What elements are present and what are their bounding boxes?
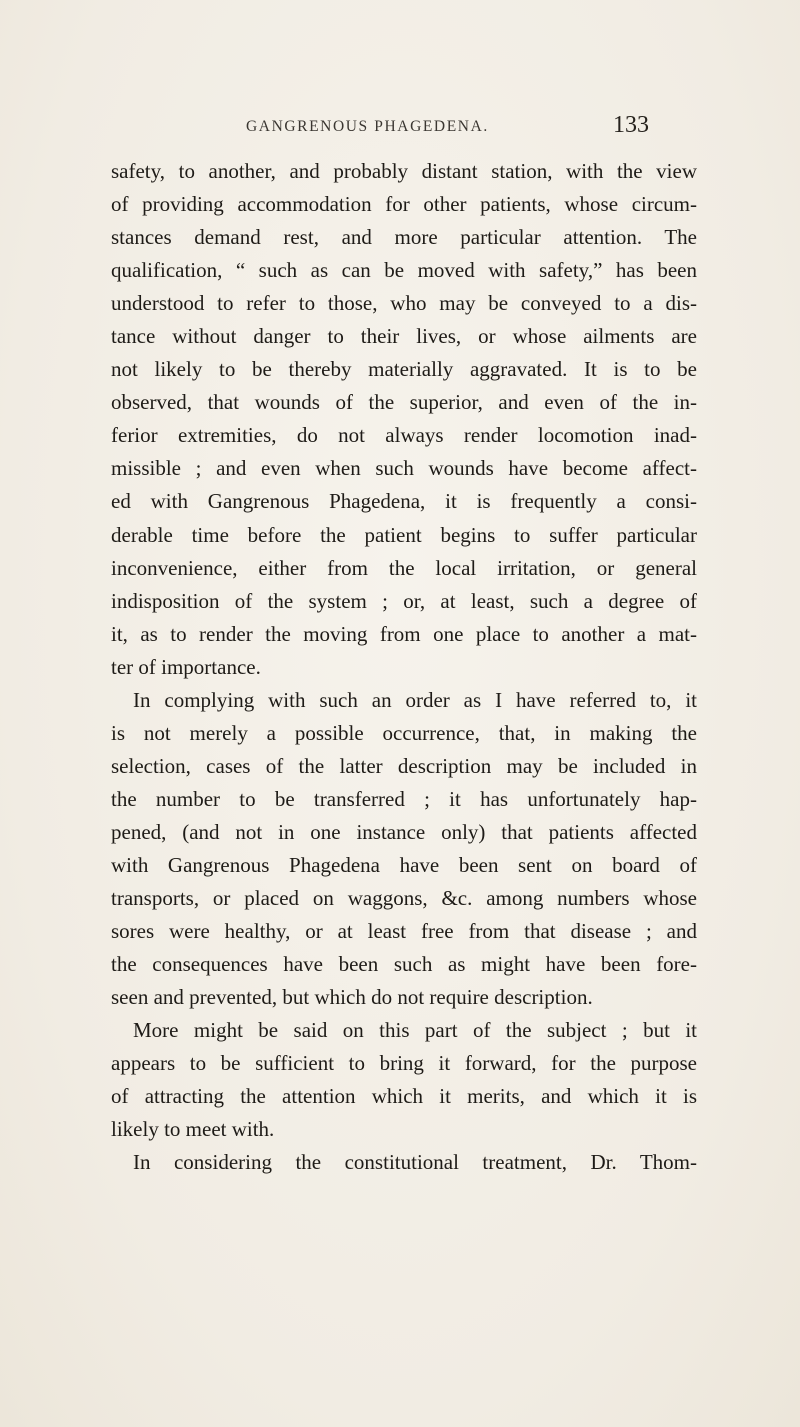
text-line: of providing accommodation for other patients, whose circum- — [111, 192, 697, 217]
running-head — [0, 112, 800, 142]
text-line: understood to refer to those, who may be conveyed to a dis- — [111, 291, 697, 316]
text-line: with Gangrenous Phagedena have been sent on board of — [111, 852, 697, 877]
text-line: inconvenience, either from the local irritation, or general — [111, 555, 697, 580]
text-line: of attracting the attention which it merits, and which it is — [111, 1084, 697, 1109]
text-line: missible ; and even when such wounds have become affect- — [111, 456, 697, 481]
page-number: 133 — [613, 112, 649, 138]
text-line: not likely to be thereby materially aggravated. It is to be — [111, 357, 697, 382]
text-line: qualification, “ such as can be moved with safety,” has been — [111, 258, 697, 283]
text-line: the consequences have been such as might have been fore- — [111, 952, 697, 977]
text-line: pened, (and not in one instance only) that patients affected — [111, 819, 697, 844]
text-line: likely to meet with. — [111, 1117, 275, 1142]
text-line: appears to be sufficient to bring it forward, for the purpose — [111, 1051, 697, 1076]
text-line: derable time before the patient begins to suffer particular — [111, 522, 697, 547]
text-line: it, as to render the moving from one place to another a mat- — [111, 621, 697, 646]
text-line: tance without danger to their lives, or whose ailments are — [111, 324, 697, 349]
text-line: In complying with such an order as I have referred to, it — [133, 687, 697, 712]
text-line: sores were healthy, or at least free from that disease ; and — [111, 919, 697, 944]
text-line: the number to be transferred ; it has unfortunately hap- — [111, 786, 697, 811]
text-line: is not merely a possible occurrence, that, in making the — [111, 720, 697, 745]
text-line: selection, cases of the latter description may be included in — [111, 753, 697, 778]
running-title: GANGRENOUS PHAGEDENA. — [246, 118, 489, 135]
text-line: ed with Gangrenous Phagedena, it is frequently a consi- — [111, 489, 697, 514]
text-line: stances demand rest, and more particular attention. The — [111, 225, 697, 250]
text-line: safety, to another, and probably distant station, with the view — [111, 159, 697, 183]
text-line: seen and prevented, but which do not require description. — [111, 985, 593, 1010]
text-line: ter of importance. — [111, 654, 261, 679]
text-line: indisposition of the system ; or, at least, such a degree of — [111, 588, 697, 613]
text-line: observed, that wounds of the superior, and even of the in- — [111, 390, 697, 415]
body-text — [111, 155, 697, 1179]
text-line: More might be said on this part of the subject ; but it — [133, 1018, 697, 1043]
text-line: In considering the constitutional treatment, Dr. Thom- — [133, 1150, 697, 1175]
text-line: transports, or placed on waggons, &c. among numbers whose — [111, 886, 697, 911]
text-line: ferior extremities, do not always render locomotion inad- — [111, 423, 697, 448]
